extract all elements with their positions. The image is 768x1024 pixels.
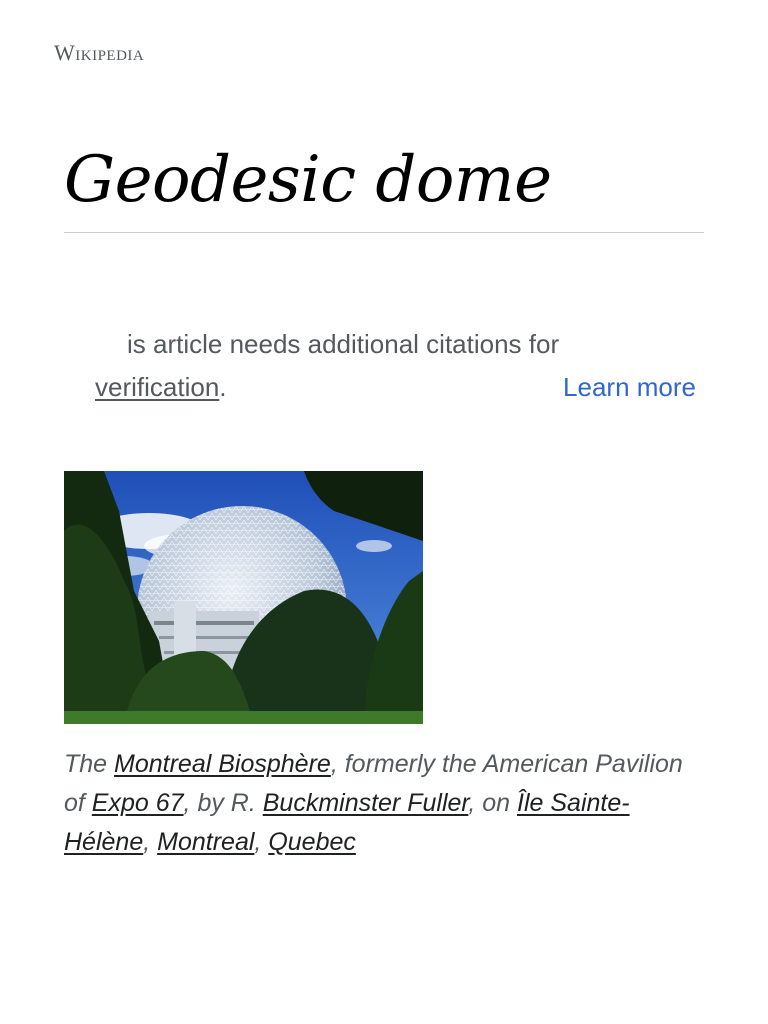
notice-period: . <box>219 372 227 402</box>
citation-notice-line <box>95 369 227 405</box>
ile-sainte-helene-link[interactable]: Île Sainte-Hélène <box>64 789 630 856</box>
title-divider <box>64 232 704 233</box>
expo-67-link[interactable]: Expo 67 <box>91 789 184 817</box>
caption-text: , on <box>468 789 518 817</box>
caption-text: , formerly the American Pavilion of <box>64 750 683 817</box>
caption-text: , by R. <box>183 789 263 817</box>
caption-text: The <box>64 750 115 778</box>
wikipedia-logo[interactable]: Wikipedia <box>54 40 145 65</box>
montreal-biosphere-link[interactable]: Montreal Biosphère <box>114 750 331 778</box>
page-title: Geodesic dome <box>64 143 552 217</box>
caption-text: , <box>143 828 158 856</box>
citation-notice-text: is article needs additional citations for <box>127 329 560 359</box>
buckminster-fuller-link[interactable]: Buckminster Fuller <box>262 789 469 817</box>
montreal-link[interactable]: Montreal <box>157 828 255 856</box>
verification-link[interactable]: verification <box>95 372 220 402</box>
caption-text: , <box>254 828 269 856</box>
learn-more-link[interactable]: Learn more <box>563 372 696 402</box>
quebec-link[interactable]: Quebec <box>268 828 356 856</box>
geodesic-dome-photo[interactable] <box>64 471 423 724</box>
image-caption <box>64 745 704 862</box>
